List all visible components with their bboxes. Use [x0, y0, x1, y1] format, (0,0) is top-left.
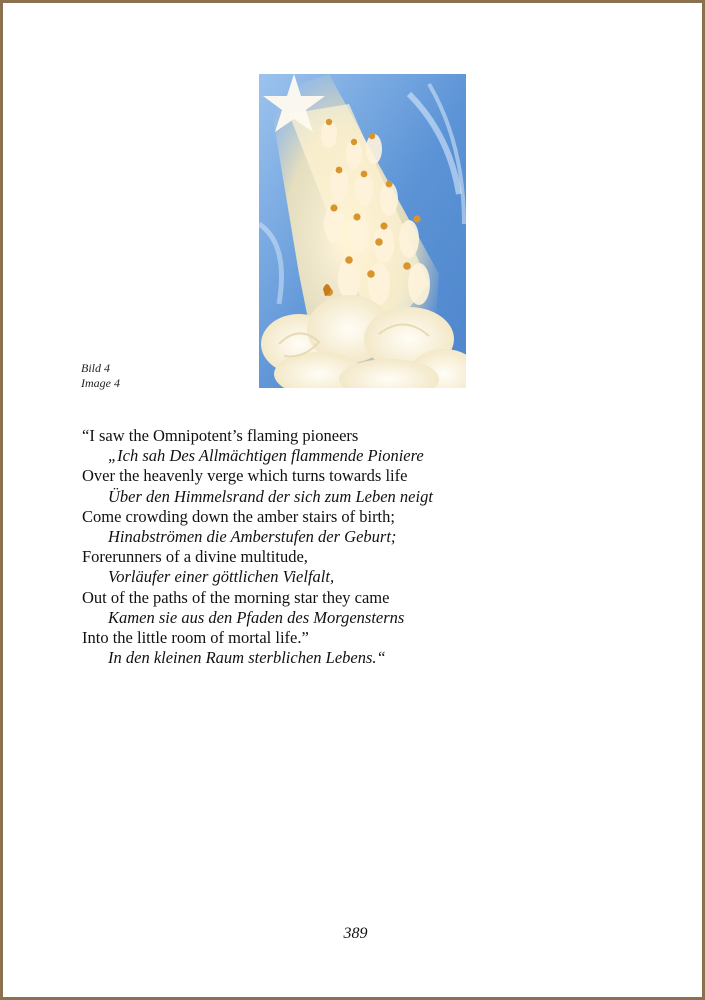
painting-star-procession-icon [259, 74, 466, 388]
caption-english: Image 4 [81, 376, 120, 390]
poem-line-german: Kamen sie aus den Pfaden des Morgensterns [108, 607, 405, 627]
poem-line-english: “I saw the Omnipotent’s flaming pioneers [82, 426, 359, 445]
poem-line-english: Come crowding down the amber stairs of birth; [82, 506, 395, 526]
painting-image [259, 74, 466, 388]
poem-line-english: Over the heavenly verge which turns towards life [82, 466, 408, 486]
poem-line-english: Out of the paths of the morning star they came [82, 587, 390, 607]
poem-line-german: Hinabströmen die Amberstufen der Geburt; [108, 527, 397, 547]
caption-german: Bild 4 [81, 361, 110, 375]
poem-line-english: Forerunners of a divine multitude, [82, 547, 308, 567]
poem-line-german: Über den Himmelsrand der sich zum Leben neigt [108, 486, 433, 506]
page-number: 389 [343, 925, 368, 942]
poem-line-english: Into the little room of mortal life.” [82, 628, 309, 648]
figure-caption [81, 361, 120, 391]
poem-block [82, 426, 642, 668]
poem-line-german: Vorläufer einer göttlichen Vielfalt, [108, 567, 335, 587]
poem-line-german: In den kleinen Raum sterblichen Lebens.“ [108, 648, 386, 668]
poem-line-german: „Ich sah Des Allmächtigen flammende Pioniere [108, 446, 424, 466]
